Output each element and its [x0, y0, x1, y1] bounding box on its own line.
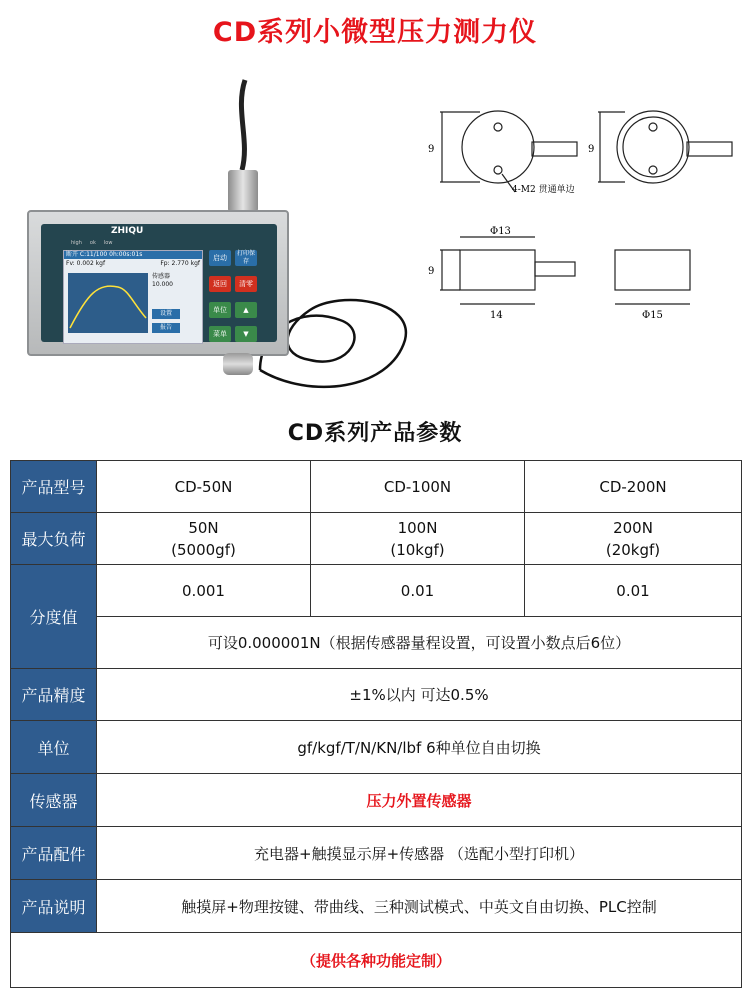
max-load-200n	[525, 513, 742, 565]
dim-14-label: 14	[490, 310, 503, 321]
lcd-sensor	[152, 273, 173, 289]
max-load-50n	[97, 513, 311, 565]
section-title: CD系列产品参数	[287, 421, 463, 446]
precision-value: ±1%以内 可达0.5%	[97, 669, 742, 721]
model-200n: CD-200N	[525, 461, 742, 513]
table-row	[11, 774, 742, 827]
max-load-100n	[311, 513, 525, 565]
connector-plug	[228, 170, 258, 212]
model-50n: CD-50N	[97, 461, 311, 513]
max-load-value: 50N	[188, 518, 219, 537]
indicator-low: low	[103, 240, 113, 246]
accessories-value: 充电器+触摸显示屏+传感器 （选配小型打印机）	[97, 827, 742, 880]
start-button[interactable]: 启动	[209, 250, 231, 266]
lcd-readings	[64, 259, 202, 268]
table-row	[11, 513, 742, 565]
back-button[interactable]: 返回	[209, 276, 231, 292]
max-load-alt: (5000gf)	[171, 540, 236, 559]
menu-button[interactable]: 菜单	[209, 326, 231, 342]
sensor-value: 压力外置传感器	[97, 774, 742, 827]
page-title: CD系列小微型压力测力仪	[212, 17, 538, 48]
row-label: 产品说明	[11, 880, 97, 933]
lcd-report-button[interactable]: 报告	[152, 323, 180, 333]
technical-drawings	[420, 82, 740, 332]
max-load-value: 200N	[613, 518, 653, 537]
division-50n: 0.001	[97, 565, 311, 617]
division-200n: 0.01	[525, 565, 742, 617]
dim-9-label-right: 9	[588, 144, 595, 155]
print-save-button[interactable]: 打印保存	[236, 250, 255, 265]
customization-footer: （提供各种功能定制）	[11, 933, 742, 988]
indicator-labels	[71, 240, 112, 246]
dim-13-label: Φ13	[490, 226, 511, 237]
row-label: 分度值	[11, 565, 97, 669]
dim-9-label: 9	[428, 144, 435, 155]
row-label: 产品型号	[11, 461, 97, 513]
max-load-alt: (20kgf)	[605, 540, 661, 559]
row-label: 最大负荷	[11, 513, 97, 565]
division-100n: 0.01	[311, 565, 525, 617]
max-load-alt: (10kgf)	[390, 540, 445, 559]
model-100n: CD-100N	[311, 461, 525, 513]
dimension-drawing	[420, 82, 740, 332]
hole-label: 4-M2 贯通单边	[512, 185, 575, 195]
lcd-sensor-value: 10.000	[152, 281, 173, 288]
lcd-curve	[68, 273, 148, 333]
table-row	[11, 565, 742, 617]
zero-button[interactable]: 清零	[235, 276, 257, 292]
lcd-settings-button[interactable]: 设置	[152, 309, 180, 319]
dim-9-label-side: 9	[428, 266, 435, 277]
max-load-value: 100N	[397, 518, 438, 537]
table-row	[11, 827, 742, 880]
brand-label: ZHIQU	[111, 226, 144, 236]
lcd-screen	[63, 250, 203, 344]
indicator-high: high	[71, 240, 82, 246]
table-row	[11, 880, 742, 933]
table-row	[11, 721, 742, 774]
unit-button[interactable]: 单位	[209, 302, 231, 318]
description-value: 触摸屏+物理按键、带曲线、三种测试模式、中英文自由切换、PLC控制	[97, 880, 742, 933]
device-photo	[10, 70, 420, 400]
down-arrow-icon[interactable]: ▼	[235, 326, 257, 342]
row-label: 产品配件	[11, 827, 97, 880]
lcd-sensor-label: 传感器	[152, 273, 171, 280]
table-row	[11, 669, 742, 721]
device-body	[27, 210, 289, 356]
row-label: 产品精度	[11, 669, 97, 721]
lcd-fv: Fv: 0.002 kgf	[66, 260, 106, 267]
dim-15-label: Φ15	[642, 310, 663, 321]
division-note: 可设0.000001N（根据传感器量程设置，可设置小数点后6位）	[97, 617, 742, 669]
spec-table	[10, 460, 742, 988]
indicator-ok: ok	[89, 240, 96, 246]
lcd-fp: Fp: 2.770 kgf	[160, 260, 200, 267]
device-panel	[41, 224, 277, 342]
row-label: 单位	[11, 721, 97, 774]
table-row	[11, 461, 742, 513]
sensor-puck	[223, 353, 253, 375]
table-row	[11, 617, 742, 669]
lcd-status-bar: 断开 C:11/100 0h:00s:01s	[64, 251, 202, 259]
unit-value: gf/kgf/T/N/KN/lbf 6种单位自由切换	[97, 721, 742, 774]
row-label: 传感器	[11, 774, 97, 827]
up-arrow-icon[interactable]: ▲	[235, 302, 257, 318]
table-row	[11, 933, 742, 988]
